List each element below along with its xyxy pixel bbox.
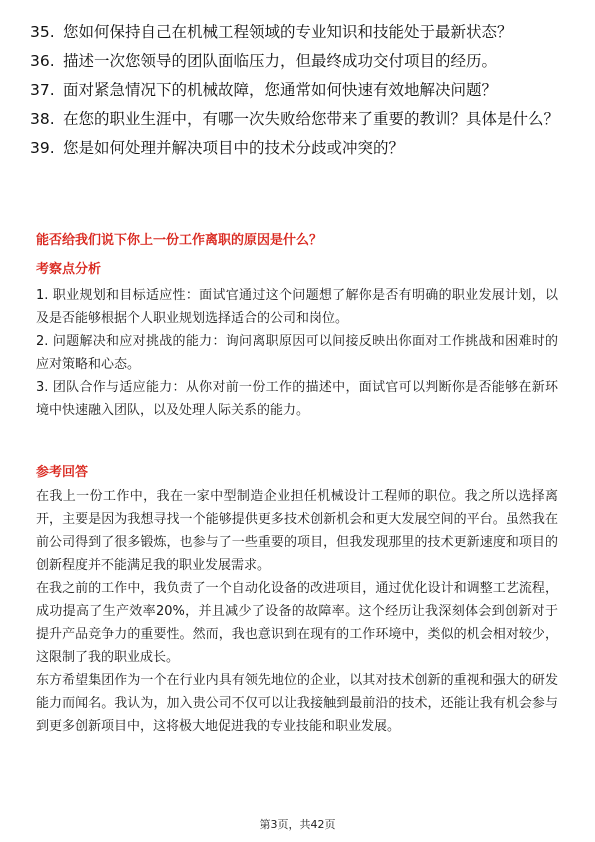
question-text: 面对紧急情况下的机械故障，您通常如何快速有效地解决问题？: [63, 81, 498, 99]
analysis-item: 2. 问题解决和应对挑战的能力：询问离职原因可以间接反映出你面对工作挑战和困难时的应对策略和心态。: [36, 334, 558, 372]
question-text: 描述一次您领导的团队面临压力，但最终成功交付项目的经历。: [63, 52, 498, 70]
question-text: 您是如何处理并解决项目中的技术分歧或冲突的？: [63, 139, 405, 157]
answer-body: [36, 485, 558, 738]
analysis-heading: 考察点分析: [36, 262, 102, 277]
question-item: [30, 138, 570, 159]
question-item: [30, 109, 570, 130]
question-number: 39.: [30, 139, 55, 157]
section-question-title: 能否给我们说下你上一份工作离职的原因是什么？: [36, 233, 323, 248]
question-item: [30, 22, 570, 43]
answer-paragraph: 在我上一份工作中，我在一家中型制造企业担任机械设计工程师的职位。我之所以选择离开，主要是因为我想寻找一个能够提供更多技术创新机会和更大发展空间的平台。虽然我在前公司得到了很多锻炼，也参与了一些重要的项目，但我发现那里的技术更新速度和项目的创新程度并不能满足我的职业发展需求。: [36, 489, 558, 573]
analysis-item: 3. 团队合作与适应能力：从你对前一份工作的描述中，面试官可以判断你是否能够在新环境中快速融入团队，以及处理人际关系的能力。: [36, 380, 558, 418]
question-number: 35.: [30, 23, 55, 41]
question-item: [30, 51, 570, 72]
question-number: 37.: [30, 81, 55, 99]
page-number: 第3页，共42页: [259, 818, 336, 831]
answer-paragraph: 在我之前的工作中，我负责了一个自动化设备的改进项目，通过优化设计和调整工艺流程，成功提高了生产效率20%，并且减少了设备的故障率。这个经历让我深刻体会到创新对于提升产品竞争力的重要性。然而，我也意识到在现有的工作环境中，类似的机会相对较少，这限制了我的职业成长。: [36, 581, 558, 665]
analysis-item: 1. 职业规划和目标适应性：面试官通过这个问题想了解你是否有明确的职业发展计划，以及是否能够根据个人职业规划选择适合的公司和岗位。: [36, 288, 558, 326]
question-number: 36.: [30, 52, 55, 70]
answer-paragraph: 东方希望集团作为一个在行业内具有领先地位的企业，以其对技术创新的重视和强大的研发能力而闻名。我认为，加入贵公司不仅可以让我接触到最前沿的技术，还能让我有机会参与到更多创新项目中，这将极大地促进我的专业技能和职业发展。: [36, 673, 558, 734]
question-text: 在您的职业生涯中，有哪一次失败给您带来了重要的教训？具体是什么？: [63, 110, 560, 128]
question-number: 38.: [30, 110, 55, 128]
question-text: 您如何保持自己在机械工程领域的专业知识和技能处于最新状态？: [63, 23, 513, 41]
analysis-list: [36, 284, 558, 422]
question-list: [30, 22, 570, 167]
answer-heading: 参考回答: [36, 465, 89, 480]
question-item: [30, 80, 570, 101]
